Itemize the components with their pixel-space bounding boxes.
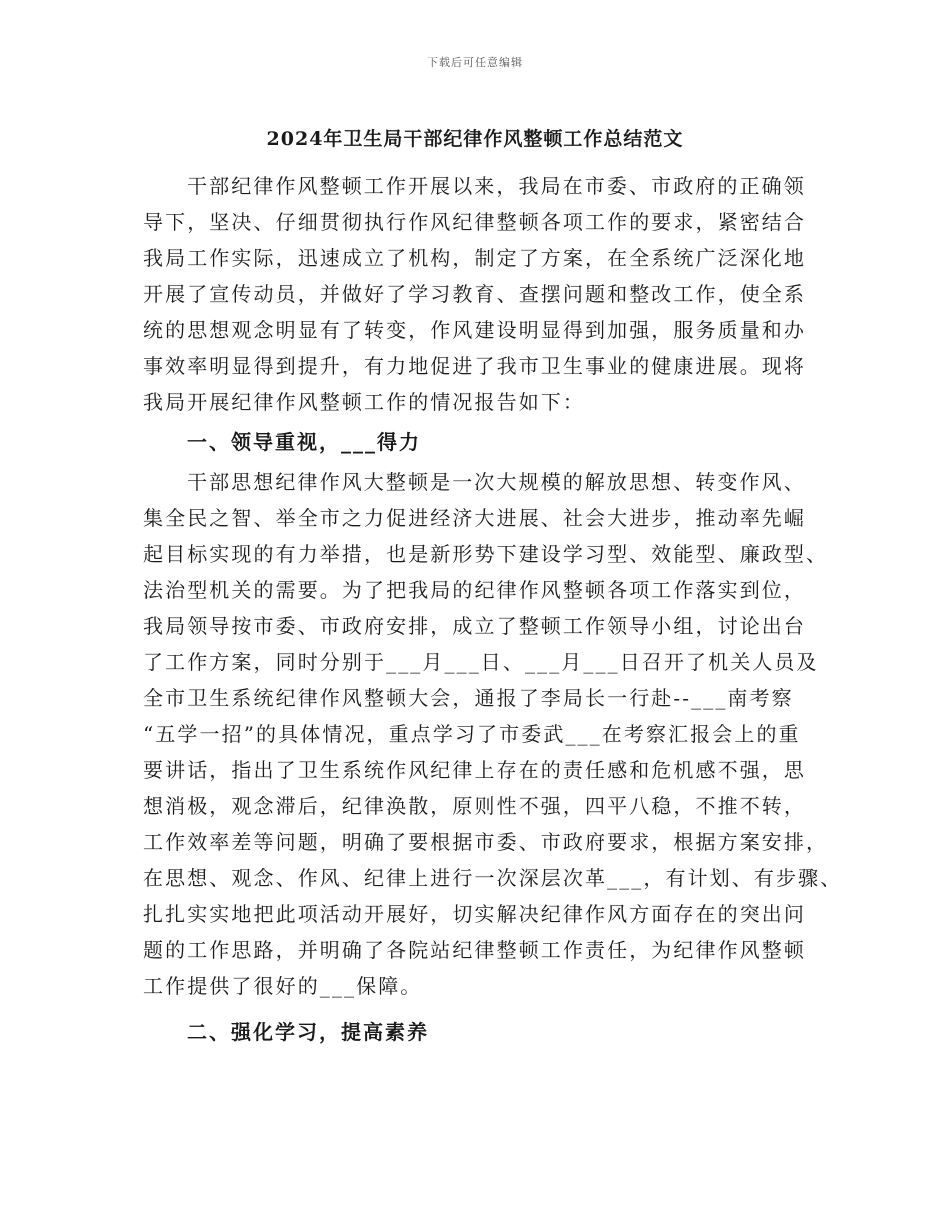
text-line: 我局领导按市委、市政府安排，成立了整顿工作领导小组，讨论出台 bbox=[143, 614, 806, 638]
header-note: 下载后可任意编辑 bbox=[427, 56, 523, 69]
text-line: 题的工作思路，并明确了各院站纪律整顿工作责任，为纪律作风整顿 bbox=[143, 938, 806, 962]
text-line: 事效率明显得到提升，有力地促进了我市卫生事业的健康进展。现将 bbox=[143, 354, 806, 378]
text-line: 扎扎实实地把此项活动开展好，切实解决纪律作风方面存在的突出问 bbox=[143, 902, 806, 926]
text-line: 工作效率差等问题，明确了要根据市委、市政府要求，根据方案安排， bbox=[143, 830, 829, 854]
section-heading-1: 一、领导重视，___得力 bbox=[187, 430, 421, 454]
paragraph-section-1 bbox=[143, 464, 843, 1004]
text-line: 集全民之智、举全市之力促进经济大进展、社会大进步，推动率先崛 bbox=[143, 506, 806, 530]
text-line: 了工作方案，同时分别于___月___日、___月___日召开了机关人员及 bbox=[143, 650, 819, 674]
text-line: 开展了宣传动员，并做好了学习教育、查摆问题和整改工作，使全系 bbox=[143, 282, 806, 306]
paragraph-intro bbox=[143, 168, 833, 420]
section-heading-2: 二、强化学习，提高素养 bbox=[187, 1020, 429, 1044]
text-line: 在思想、观念、作风、纪律上进行一次深层次革___，有计划、有步骤、 bbox=[143, 866, 843, 890]
text-line: 法治型机关的需要。为了把我局的纪律作风整顿各项工作落实到位， bbox=[143, 578, 806, 602]
text-line: 干部纪律作风整顿工作开展以来，我局在市委、市政府的正确领 bbox=[187, 174, 806, 198]
text-line: 干部思想纪律作风大整顿是一次大规模的解放思想、转变作风、 bbox=[187, 470, 806, 494]
text-line: 统的思想观念明显有了转变，作风建设明显得到加强，服务质量和办 bbox=[143, 318, 806, 342]
document-title: 2024年卫生局干部纪律作风整顿工作总结范文 bbox=[266, 128, 684, 150]
text-line: “五学一招”的具体情况，重点学习了市委武___在考察汇报会上的重 bbox=[143, 722, 801, 746]
text-line: 导下，坚决、仔细贯彻执行作风纪律整顿各项工作的要求，紧密结合 bbox=[143, 210, 806, 234]
document-body bbox=[143, 168, 843, 1054]
text-line: 起目标实现的有力举措，也是新形势下建设学习型、效能型、廉政型、 bbox=[143, 542, 829, 566]
text-line: 我局开展纪律作风整顿工作的情况报告如下： bbox=[143, 390, 585, 414]
text-line: 想消极，观念滞后，纪律涣散，原则性不强，四平八稳，不推不转， bbox=[143, 794, 806, 818]
text-line: 要讲话，指出了卫生系统作风纪律上存在的责任感和危机感不强，思 bbox=[143, 758, 806, 782]
text-line: 全市卫生系统纪律作风整顿大会，通报了李局长一行赴--___南考察 bbox=[143, 686, 794, 710]
text-line: 我局工作实际，迅速成立了机构，制定了方案，在全系统广泛深化地 bbox=[143, 246, 806, 270]
text-line: 工作提供了很好的___保障。 bbox=[143, 974, 423, 998]
